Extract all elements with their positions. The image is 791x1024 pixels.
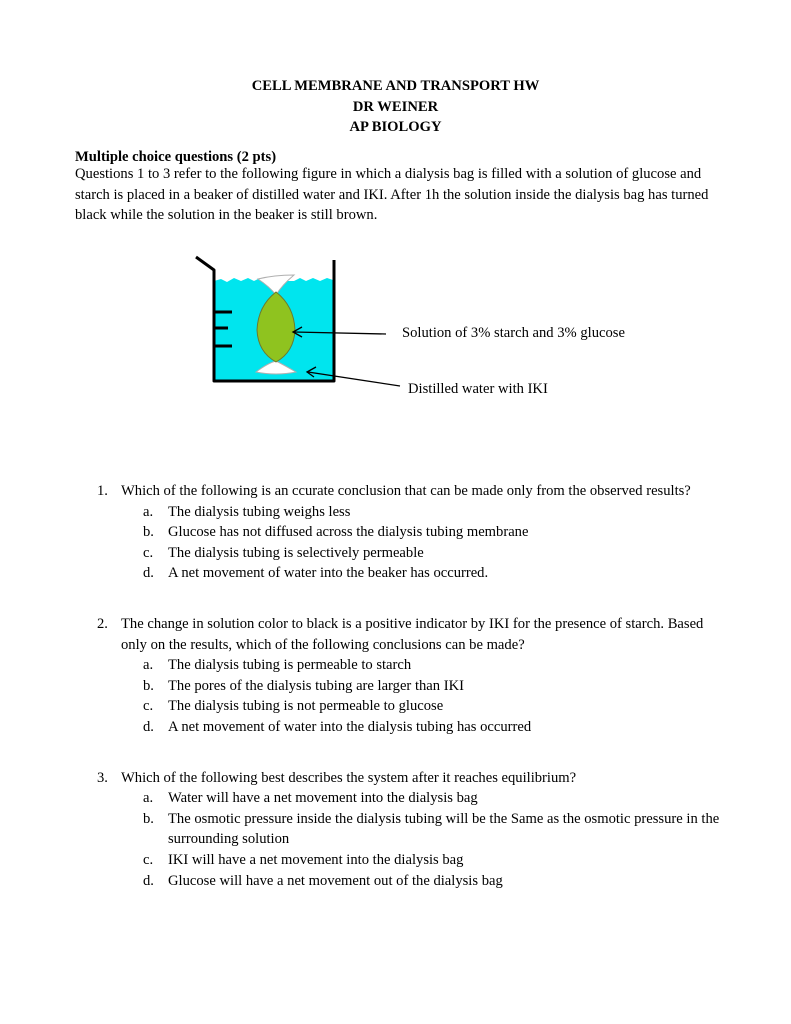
answer-option [121,676,725,697]
option-text: The dialysis tubing is not permeable to glucose [168,698,444,715]
question-text: Which of the following best describes the system after it reaches equilibrium? [121,769,577,786]
option-letter: a. [143,790,154,807]
answer-options [121,502,725,584]
option-text: Glucose has not diffused across the dialysis tubing membrane [168,524,529,541]
option-text: Water will have a net movement into the dialysis bag [168,790,478,807]
answer-option [121,543,725,564]
title-line-1: CELL MEMBRANE AND TRANSPORT HW [251,78,540,94]
option-letter: a. [143,657,154,674]
question-1 [75,481,725,584]
option-letter: d. [143,565,154,582]
beaker-solution-label: Distilled water with IKI [408,381,548,397]
dialysis-figure [190,248,650,398]
option-text: A net movement of water into the dialysis tubing has occurred [168,718,532,735]
option-letter: c. [143,544,154,561]
option-text: The dialysis tubing is selectively permeable [168,544,424,561]
question-2 [75,614,725,738]
answer-option [121,563,725,584]
title-line-2: DR WEINER [352,98,439,115]
question-number: 2. [97,615,108,632]
option-text: The osmotic pressure inside the dialysis tubing will be the Same as the osmotic pressure in the surrounding solution [168,810,720,848]
option-letter: c. [143,698,154,715]
section-intro: Questions 1 to 3 refer to the following figure in which a dialysis bag is filled with a solution of glucose and starch is placed in a beaker of distilled water and IKI. After 1h the solution inside the dialysis bag has turned black while the solution in the beaker is still brown. [75,166,709,224]
option-letter: a. [143,503,154,520]
option-letter: b. [143,810,154,827]
option-text: Glucose will have a net movement out of the dialysis bag [168,872,503,889]
question-number: 3. [97,769,108,786]
bag-solution-label: Solution of 3% starch and 3% glucose [402,325,625,341]
answer-option [121,788,725,809]
option-letter: c. [143,851,154,868]
answer-options [121,788,725,891]
option-text: The dialysis tubing is permeable to starch [168,657,412,674]
answer-option [121,522,725,543]
question-list [75,481,725,891]
section-heading: Multiple choice questions (2 pts) [75,149,277,165]
option-text: IKI will have a net movement into the dialysis bag [168,851,464,868]
answer-option [121,502,725,523]
answer-option [121,655,725,676]
answer-option [121,696,725,717]
document-title [0,76,791,138]
question-text: Which of the following is an ccurate conclusion that can be made only from the observed results? [121,483,691,499]
option-text: A net movement of water into the beaker has occurred. [168,565,489,582]
answer-option [121,850,725,871]
option-letter: b. [143,677,154,694]
answer-option [121,717,725,738]
option-text: The dialysis tubing weighs less [168,503,351,520]
option-letter: d. [143,872,154,889]
option-letter: b. [143,524,154,541]
option-letter: d. [143,718,154,735]
answer-options [121,655,725,737]
answer-option [121,809,725,850]
title-line-3: AP BIOLOGY [349,119,442,135]
option-text: The pores of the dialysis tubing are larger than IKI [168,677,464,694]
question-number: 1. [97,483,108,499]
answer-option [121,871,725,892]
question-text: The change in solution color to black is a positive indicator by IKI for the presence of starch. Based only on the results, which of the following conclusions can be made? [121,615,704,653]
question-3 [75,768,725,892]
